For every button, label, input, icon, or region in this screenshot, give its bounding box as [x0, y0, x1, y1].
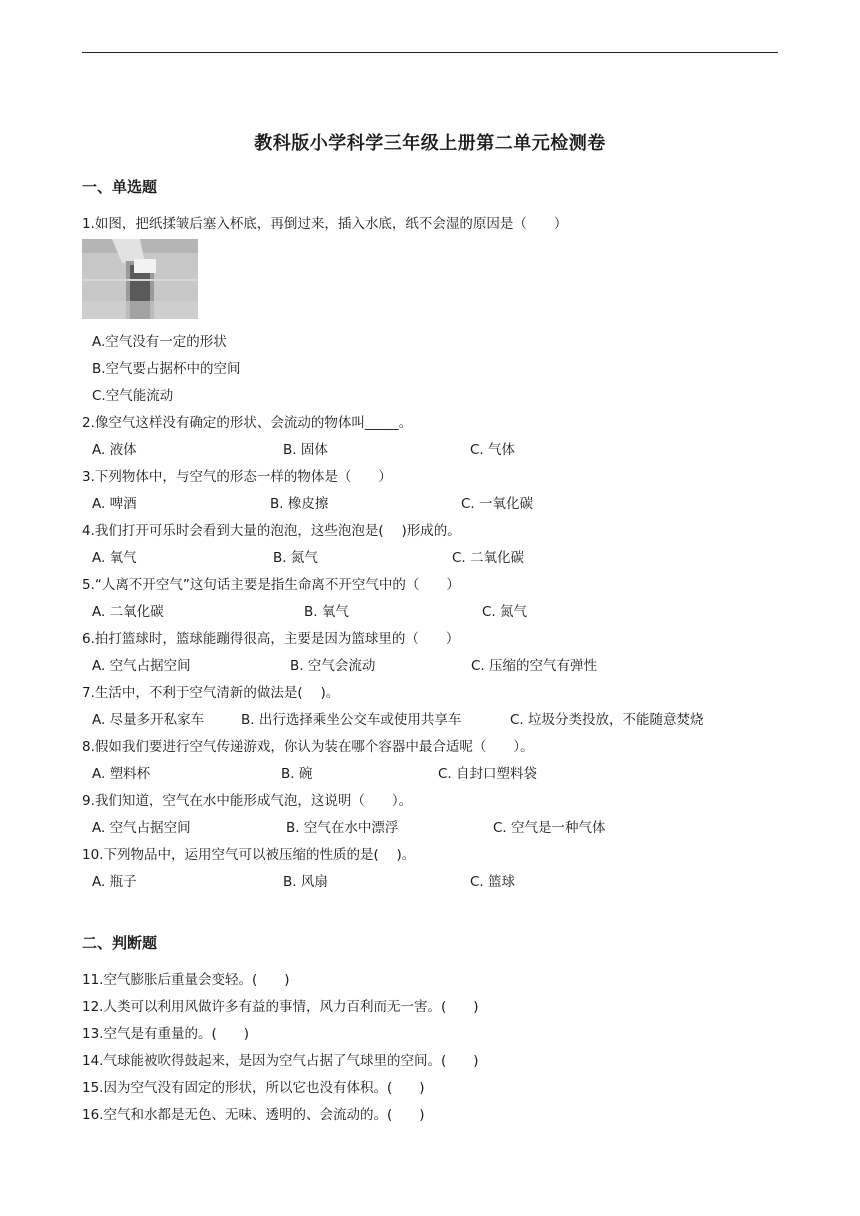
question-1-option-a: A.空气没有一定的形状: [92, 334, 227, 350]
question-2-option-c: C. 气体: [470, 442, 516, 458]
header-rule: [82, 52, 778, 53]
question-9-stem: 9.我们知道，空气在水中能形成气泡，这说明（ ）。: [82, 793, 413, 809]
question-4-stem: 4.我们打开可乐时会看到大量的泡泡，这些泡泡是( )形成的。: [82, 523, 461, 539]
question-8-option-b: B. 碗: [281, 766, 313, 782]
question-3-stem: 3.下列物体中，与空气的形态一样的物体是（ ）: [82, 469, 392, 485]
question-5-stem: 5.“人离不开空气”这句话主要是指生命离不开空气中的（ ）: [82, 577, 460, 593]
question-3-option-a: A. 啤酒: [92, 496, 137, 512]
question-6-stem: 6.拍打篮球时，篮球能蹦得很高，主要是因为篮球里的（ ）: [82, 631, 460, 647]
page-title: 教科版小学科学三年级上册第二单元检测卷: [254, 133, 606, 154]
question-15: 15.因为空气没有固定的形状，所以它也没有体积。( ): [82, 1080, 425, 1096]
question-5-option-b: B. 氧气: [304, 604, 349, 620]
question-10-stem: 10.下列物品中，运用空气可以被压缩的性质的是( )。: [82, 847, 416, 863]
question-8-option-c: C. 自封口塑料袋: [438, 766, 538, 782]
question-13: 13.空气是有重量的。( ): [82, 1026, 250, 1042]
question-7-option-b: B. 出行选择乘坐公交车或使用共享车: [241, 712, 462, 728]
question-1-option-b: B.空气要占据杯中的空间: [92, 361, 241, 377]
question-10-option-c: C. 篮球: [470, 874, 516, 890]
section-heading-true-false: 二、判断题: [82, 934, 158, 952]
question-1-option-c: C.空气能流动: [92, 388, 174, 404]
question-9-option-c: C. 空气是一种气体: [493, 820, 606, 836]
question-1-photo: [82, 239, 198, 319]
question-6-option-a: A. 空气占据空间: [92, 658, 191, 674]
question-4-option-a: A. 氧气: [92, 550, 137, 566]
question-4-option-c: C. 二氧化碳: [452, 550, 525, 566]
question-14: 14.气球能被吹得鼓起来，是因为空气占据了气球里的空间。( ): [82, 1053, 479, 1069]
question-10-option-b: B. 风扇: [283, 874, 328, 890]
question-12: 12.人类可以利用风做许多有益的事情，风力百利而无一害。( ): [82, 999, 479, 1015]
question-7-option-a: A. 尽量多开私家车: [92, 712, 205, 728]
question-10-option-a: A. 瓶子: [92, 874, 137, 890]
question-2-option-a: A. 液体: [92, 442, 137, 458]
question-7-option-c: C. 垃圾分类投放，不能随意焚烧: [510, 712, 704, 728]
question-4-option-b: B. 氮气: [273, 550, 318, 566]
question-2-option-b: B. 固体: [283, 442, 328, 458]
question-11: 11.空气膨胀后重量会变轻。( ): [82, 972, 290, 988]
question-2-stem: 2.像空气这样没有确定的形状、会流动的物体叫_____。: [82, 415, 413, 431]
question-5-option-a: A. 二氧化碳: [92, 604, 164, 620]
question-3-option-b: B. 橡皮擦: [270, 496, 329, 512]
question-16: 16.空气和水都是无色、无味、透明的、会流动的。( ): [82, 1107, 425, 1123]
question-7-stem: 7.生活中，不利于空气清新的做法是( )。: [82, 685, 340, 701]
question-6-option-c: C. 压缩的空气有弹性: [471, 658, 598, 674]
question-1-stem: 1.如图，把纸揉皱后塞入杯底，再倒过来，插入水底，纸不会湿的原因是（ ）: [82, 216, 568, 232]
question-5-option-c: C. 氮气: [482, 604, 528, 620]
question-9-option-a: A. 空气占据空间: [92, 820, 191, 836]
question-8-stem: 8.假如我们要进行空气传递游戏，你认为装在哪个容器中最合适呢（ ）。: [82, 739, 534, 755]
section-heading-single-choice: 一、单选题: [82, 178, 158, 196]
question-3-option-c: C. 一氧化碳: [461, 496, 534, 512]
question-8-option-a: A. 塑料杯: [92, 766, 151, 782]
question-6-option-b: B. 空气会流动: [290, 658, 376, 674]
question-9-option-b: B. 空气在水中漂浮: [286, 820, 399, 836]
